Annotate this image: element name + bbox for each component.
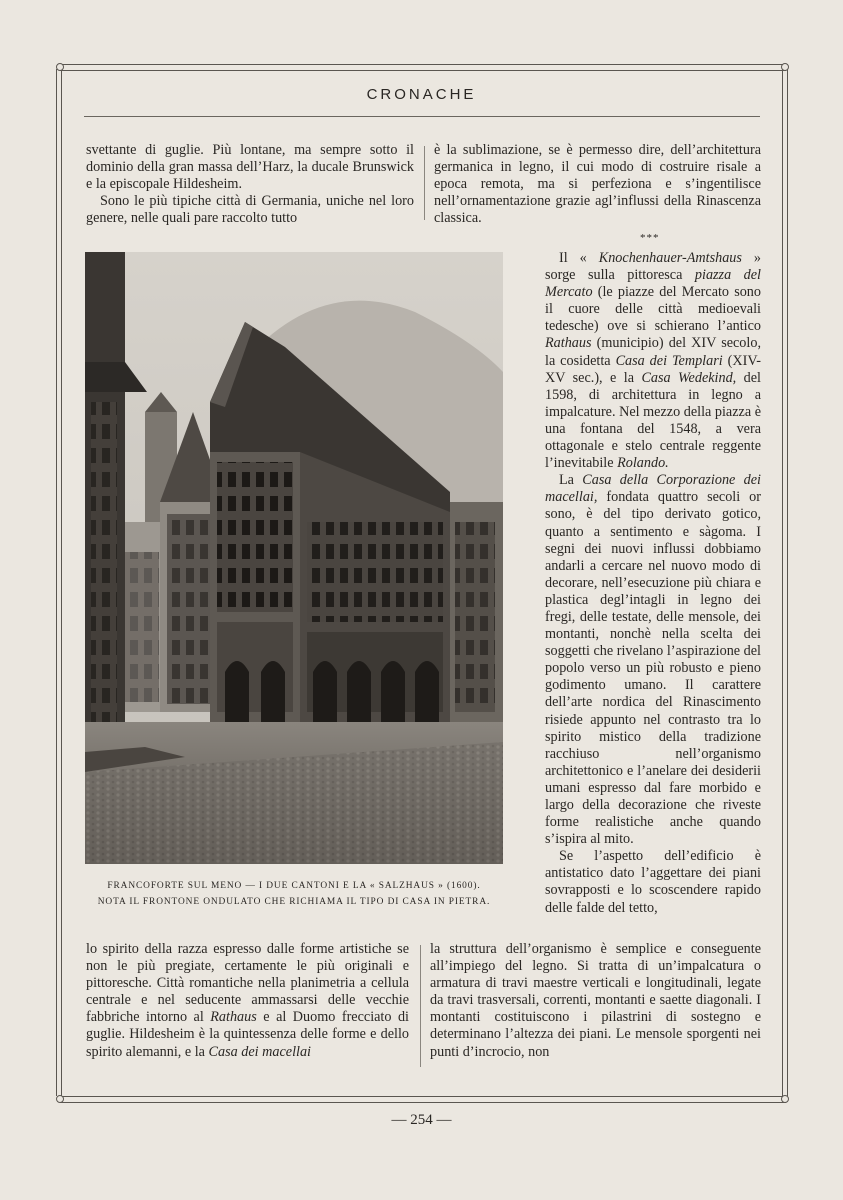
page-number: — 254 — xyxy=(391,1112,452,1128)
frame-right-rule xyxy=(782,69,788,1096)
right-narrow-column xyxy=(545,250,761,917)
corner-ornament xyxy=(781,1095,789,1103)
salzhaus-photograph xyxy=(85,252,503,864)
top-right-column xyxy=(434,142,761,227)
corner-ornament xyxy=(56,1095,64,1103)
bottom-left-column xyxy=(86,941,409,1061)
corner-ornament xyxy=(781,63,789,71)
running-head: CRONACHE xyxy=(366,86,477,103)
frame-bottom-rule xyxy=(60,1096,786,1103)
frame-left-rule xyxy=(56,69,62,1096)
corner-ornament xyxy=(56,63,64,71)
top-left-paragraph-2: Sono le più tipiche città di Germania, uniche nel loro genere, nelle quali pare raccolto tutto xyxy=(86,193,414,227)
paragraph-aspetto: Se l’aspetto dell’edificio è antistatico dato l’aggettare dei piani sovrapposti e lo scoscendere rapido delle falde del tetto, xyxy=(545,848,761,916)
top-left-paragraph-1: svettante di guglie. Più lontane, ma sempre sotto il dominio della gran massa dell’Harz, la ducale Brunswick e la episcopale Hildesheim. xyxy=(86,142,414,193)
bottom-left-paragraph: lo spirito della razza espresso dalle forme artistiche se non le più pregiate, certamente le più originali e pittoresche. Città romantiche nella planimetria a cellula centrale e nel seducente ammassarsi delle vecchie fabbriche intorno al Rathaus e al Duomo frecciato di guglie. Hildesheim è la quintessenza delle forme e dello spirito alemanni, e la Casa dei macellai xyxy=(86,941,409,1060)
photo-caption-line-1: FRANCOFORTE SUL MENO — I DUE CANTONI E LA « SALZHAUS » (1600). xyxy=(107,881,481,891)
header-rule xyxy=(84,116,760,117)
bottom-right-column xyxy=(430,941,761,1061)
section-asterism: *** xyxy=(640,232,660,244)
bottom-right-paragraph: la struttura dell’organismo è semplice e conseguente all’impiego del legno. Si tratta di un’impalcatura o armatura di travi maestre verticali e longitudinali, legate da travi trasversali, correnti, montanti e saette diagonali. I montanti costituiscono i pilastrini di sostegno e determinano l’altezza dei piani. Le mensole sporgenti nei punti d’incrocio, non xyxy=(430,941,761,1060)
photo-caption-line-2: NOTA IL FRONTONE ONDULATO CHE RICHIAMA IL TIPO DI CASA IN PIETRA. xyxy=(97,897,491,907)
frame-top-rule xyxy=(60,64,786,71)
column-divider xyxy=(420,945,421,1067)
column-divider xyxy=(424,146,425,220)
top-right-paragraph: è la sublimazione, se è permesso dire, dell’architettura germanica in legno, il cui modo di costruire risale a epoca remota, ma si perfeziona e s’ingentilisce nell’ornamentazione grazie agl’influssi della Rinascenza classica. xyxy=(434,142,761,227)
paragraph-knochenhauer: Il « Knochenhauer-Amtshaus » sorge sulla pittoresca piazza del Mercato (le piazze del Mercato sono il cuore delle città medioevali tedesche) ove si schierano l’antico Rathaus (municipio) del XIV secolo, la cosidetta Casa dei Templari (XIV-XV sec.), e la Casa Wedekind, del 1598, di architettura in legno a impalcature. Nel mezzo della piazza è una fontana del 1548, a vera ottagonale e stelo centrale reggente l’inevitabile Rolando. xyxy=(545,250,761,472)
top-left-column xyxy=(86,142,414,227)
paragraph-macellai: La Casa della Corporazione dei macellai, fondata quattro secoli or sono, è del tipo derivato gotico, quanto a sentimento e sàgoma. I segni dei nuovi influssi dobbiamo andarli a cercare nel nuovo modo di decorare, nell’esecuzione più chiara e plastica degl’intagli in legno dei fregi, delle testate, delle mensole, dei montanti, nonchè nella scelta dei soggetti che rivelano l’aspirazione del popolo verso un più robusto e pieno godimento umano. Il carattere dell’arte nordica del Rinascimento risiede appunto nel contrasto tra lo spirito mistico della tradizione racchiuso nell’organismo architettonico e l’anelare dei desiderii umani espresso dal fare morbido e largo della decorazione che riveste forme realistiche anche quando s’ispira al mito. xyxy=(545,472,761,848)
